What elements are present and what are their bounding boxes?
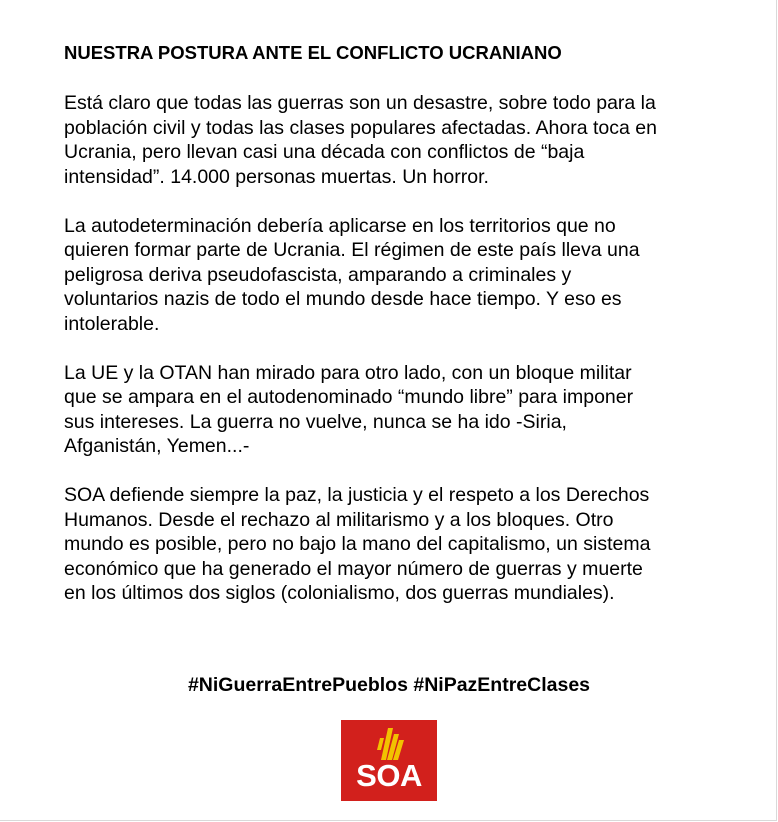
paragraph-line: intolerable. [64,312,160,335]
paragraph-line: económico que ha generado el mayor número de guerras y muerte [64,557,643,580]
paragraph-3 [64,361,724,459]
paragraph-2 [64,214,724,337]
paragraph-line: quieren formar parte de Ucrania. El régimen de este país lleva una [64,239,640,261]
paragraph-line: mundo es posible, pero no bajo la mano del capitalismo, un sistema [64,533,651,555]
paragraph-line: La UE y la OTAN han mirado para otro lado, con un bloque militar [64,361,632,384]
paragraph-line: sus intereses. La guerra no vuelve, nunca se ha ido -Siria, [64,410,567,433]
paragraph-line: en los últimos dos siglos (colonialismo, dos guerras mundiales). [64,582,615,604]
paragraph-line: Afganistán, Yemen...- [64,435,250,457]
paragraph-4 [64,483,724,606]
paragraph-line: Está claro que todas las guerras son un desastre, sobre todo para la [64,92,656,114]
paragraph-line: SOA defiende siempre la paz, la justicia y el respeto a los Derechos [64,484,650,506]
paragraph-1 [64,91,724,189]
paragraph-line: La autodeterminación debería aplicarse en los territorios que no [64,214,616,237]
paragraph-line: peligrosa deriva pseudofascista, amparando a criminales y [64,263,572,286]
document-title: NUESTRA POSTURA ANTE EL CONFLICTO UCRANIANO [64,42,562,63]
paragraph-line: Humanos. Desde el rechazo al militarismo y a los bloques. Otro [64,508,614,531]
logo-text: SOA [356,758,422,793]
paragraph-line: que se ampara en el autodenominado “mundo libre” para imponer [64,386,634,408]
soa-logo [341,720,437,801]
paragraph-line: Ucrania, pero llevan casi una década con conflictos de “baja [64,141,585,163]
paragraph-line: intensidad”. 14.000 personas muertas. Un horror. [64,165,489,188]
hashtags: #NiGuerraEntrePueblos #NiPazEntreClases [187,674,591,696]
document-body [64,41,724,606]
paragraph-line: voluntarios nazis de todo el mundo desde hace tiempo. Y eso es [64,288,622,310]
paragraph-line: población civil y todas las clases populares afectadas. Ahora toca en [64,116,657,139]
